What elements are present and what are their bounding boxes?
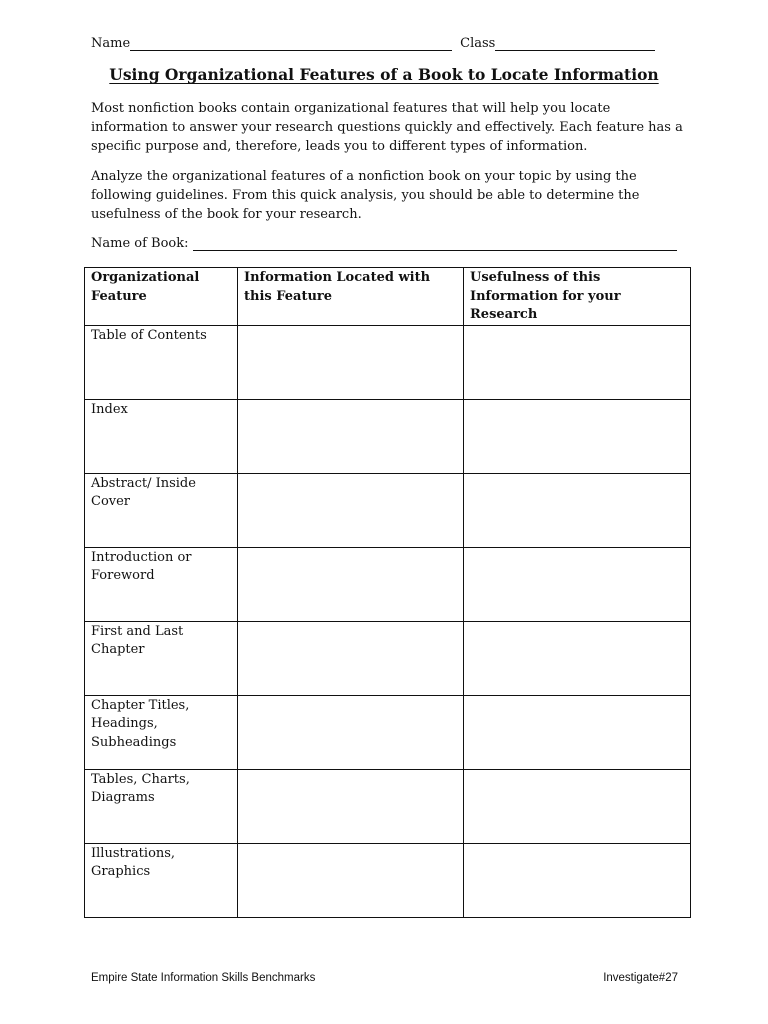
- information-cell[interactable]: [238, 547, 464, 621]
- worksheet-title: Using Organizational Features of a Book to Locate Information: [109, 65, 659, 84]
- footer-page-id: Investigate#27: [603, 972, 678, 984]
- information-cell[interactable]: [238, 325, 464, 399]
- book-name-field: [91, 236, 677, 251]
- feature-cell: Index: [85, 399, 238, 473]
- features-table: [84, 267, 691, 918]
- class-blank-line[interactable]: [495, 36, 655, 51]
- feature-cell: Illustrations, Graphics: [85, 843, 238, 917]
- usefulness-cell[interactable]: [464, 547, 691, 621]
- book-name-label: Name of Book:: [91, 236, 189, 251]
- table-header-row: [85, 268, 691, 326]
- information-cell[interactable]: [238, 695, 464, 769]
- book-name-blank-line[interactable]: [193, 236, 677, 251]
- usefulness-cell[interactable]: [464, 769, 691, 843]
- header-usefulness: Usefulness of this Information for your Research: [464, 268, 691, 326]
- intro-paragraph: Most nonfiction books contain organizational features that will help you locate information to answer your research questions quickly and effectively. Each feature has a specific purpose and, therefore, leads you to different types of information.: [91, 101, 683, 154]
- usefulness-cell[interactable]: [464, 695, 691, 769]
- name-blank-line[interactable]: [130, 36, 452, 51]
- instructions-paragraph: Analyze the organizational features of a nonfiction book on your topic by using the following guidelines. From this quick analysis, you should be able to determine the usefulness of the book for your research.: [91, 169, 640, 222]
- table-row: [85, 843, 691, 917]
- feature-cell: Tables, Charts, Diagrams: [85, 769, 238, 843]
- usefulness-cell[interactable]: [464, 621, 691, 695]
- table-row: [85, 621, 691, 695]
- feature-cell: Introduction or Foreword: [85, 547, 238, 621]
- header-fields: [91, 36, 655, 51]
- information-cell[interactable]: [238, 621, 464, 695]
- table-row: [85, 547, 691, 621]
- table-row: [85, 325, 691, 399]
- usefulness-cell[interactable]: [464, 325, 691, 399]
- header-information: Information Located with this Feature: [238, 268, 464, 326]
- usefulness-cell[interactable]: [464, 399, 691, 473]
- information-cell[interactable]: [238, 399, 464, 473]
- class-label: Class: [460, 36, 496, 51]
- feature-cell: First and Last Chapter: [85, 621, 238, 695]
- information-cell[interactable]: [238, 769, 464, 843]
- information-cell[interactable]: [238, 473, 464, 547]
- feature-cell: Chapter Titles, Headings, Subheadings: [85, 695, 238, 769]
- table-row: [85, 399, 691, 473]
- name-label: Name: [91, 36, 131, 51]
- table-row: [85, 473, 691, 547]
- usefulness-cell[interactable]: [464, 843, 691, 917]
- header-feature: Organizational Feature: [85, 268, 238, 326]
- footer-source: Empire State Information Skills Benchmarks: [91, 972, 316, 984]
- feature-cell: Abstract/ Inside Cover: [85, 473, 238, 547]
- feature-cell: Table of Contents: [85, 325, 238, 399]
- table-row: [85, 769, 691, 843]
- usefulness-cell[interactable]: [464, 473, 691, 547]
- information-cell[interactable]: [238, 843, 464, 917]
- table-row: [85, 695, 691, 769]
